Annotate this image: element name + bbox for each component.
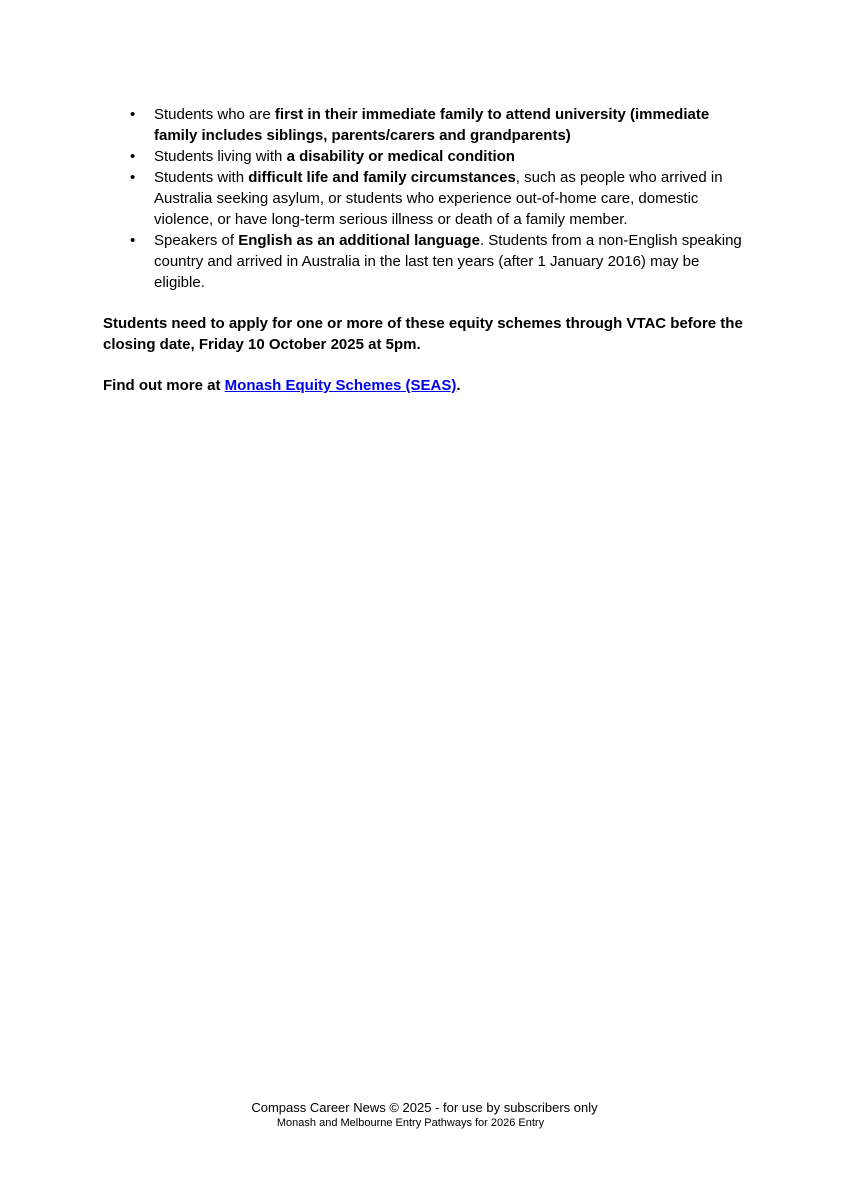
find-out-more-suffix: . (456, 377, 461, 394)
list-item (103, 167, 753, 230)
list-item-emphasis: difficult life and family circumstances (248, 169, 516, 186)
application-deadline-notice: Students need to apply for one or more of these equity schemes through VTAC before the closing date, Friday 10 October 2025 at 5pm. (103, 315, 743, 353)
list-item-emphasis: first in their immediate family to attend university (immediate family includes siblings, parents/carers and grandparents) (154, 106, 710, 144)
find-out-more (103, 375, 753, 396)
list-item (103, 146, 753, 167)
list-item-text: Students with (154, 169, 249, 186)
footer-document-title: Monash and Melbourne Entry Pathways for 2026 Entry (276, 1117, 545, 1129)
footer-copyright: Compass Career News © 2025 - for use by subscribers only (251, 1100, 598, 1115)
list-item (103, 230, 753, 293)
list-item-text: Students who are (154, 106, 275, 123)
list-item-text: Students living with (154, 148, 287, 165)
list-item-emphasis: a disability or medical condition (286, 148, 515, 165)
bullet-icon: • (130, 106, 136, 123)
bullet-icon: • (130, 232, 136, 249)
document-body (103, 104, 753, 396)
page-footer (0, 1099, 849, 1131)
list-item (103, 104, 753, 146)
list-item-text: , such as people who arrived in Australia seeking asylum, or students who experience out-of-home care, domestic violence, or have long-term serious illness or death of a family member. (154, 169, 723, 228)
list-item-text: . Students from a non-English speaking country and arrived in Australia in the last ten years (after 1 January 2016) may be eligible. (154, 232, 742, 291)
list-item-text: Speakers of (154, 232, 239, 249)
equity-criteria-list (103, 104, 753, 293)
bullet-icon: • (130, 169, 136, 186)
monash-equity-schemes-link[interactable]: Monash Equity Schemes (SEAS) (224, 377, 457, 394)
list-item-emphasis: English as an additional language (238, 232, 480, 249)
bullet-icon: • (130, 148, 136, 165)
find-out-more-prefix: Find out more at (103, 377, 225, 394)
